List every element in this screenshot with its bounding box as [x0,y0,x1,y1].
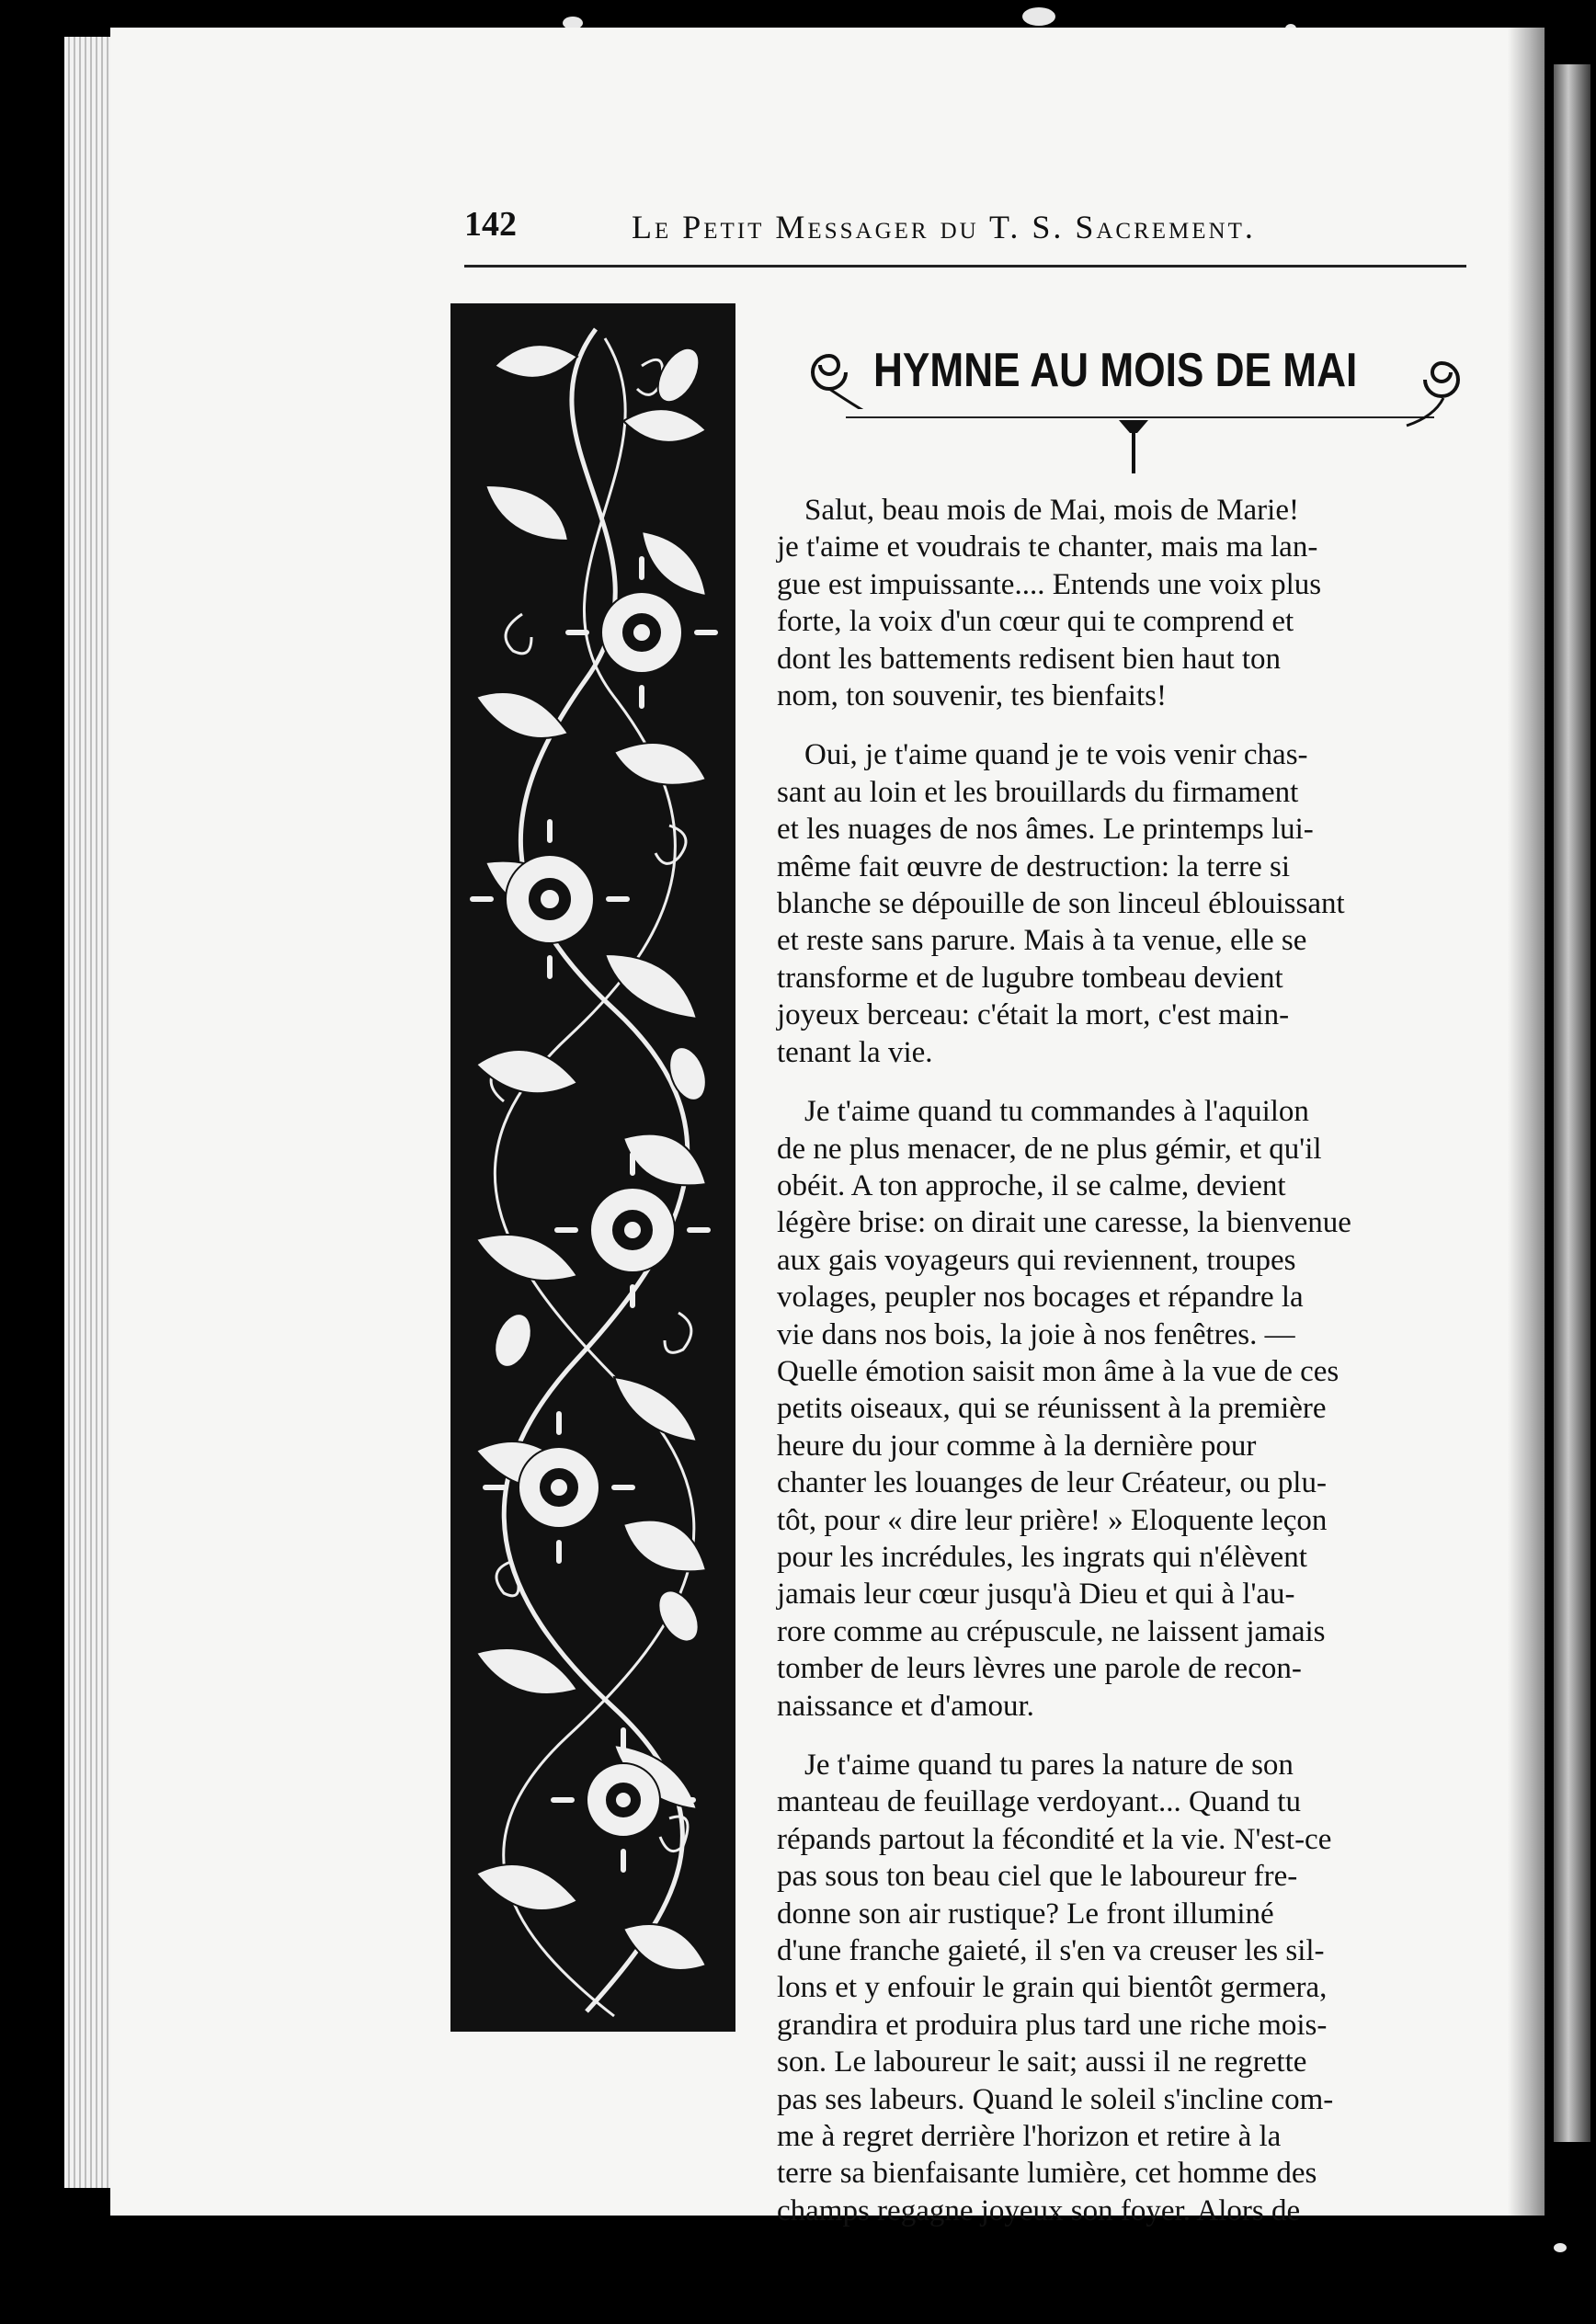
pendant-ornament-icon [1115,416,1152,481]
floral-border-illustration [458,311,728,2024]
journal-title: Le Petit Messager du T. S. Sacrement. [632,209,1256,245]
book-binding [1554,64,1590,2142]
floral-passionflower-border-icon [450,303,735,2032]
scan-speck [1022,7,1055,26]
paragraph: Je t'aime quand tu commandes à l'aquilon de ne plus menacer, de ne plus gémir, et qu'il obéit. A ton approche, il se calme, devient légère brise: on dirait une caresse, la bienvenue aux gais voyageurs qui reviennent, troupes volages, peupler nos bocages et répandre la vie dans nos bois, la joie à nos fenêtres. — Quelle émotion saisit mon âme à la vue de ces petits oiseaux, qui se réunissent à la première heure du jour comme à la dernière pour chanter les louanges de leur Créateur, ou plu- tôt, pour « dire leur prière! » Eloquente leçon pour les incrédules, les ingrats qui n'élèvent jamais leur cœur jusqu'à Dieu et qui à l'au- rore comme au crépuscule, ne laissent jamais tomber de leurs lèvres une parole de recon- naissance et d'amour. [777,1095,1351,1723]
scan-speck [1554,2243,1567,2252]
paragraph: Je t'aime quand tu pares la nature de son manteau de feuillage verdoyant... Quand tu répands partout la fécondité et la vie. N'est-ce pas sous ton beau ciel que le laboureur fre- donne son air rustique? Le front illuminé d'une franche gaieté, il s'en va creuser les sil- lons et y enfouir le grain qui bientôt germera, grandira et produira plus tard une riche mois- son. Le laboureur le sait; aussi il ne regrette pas ses labeurs. Quand le soleil s'incline com- me à regret derrière l'horizon et retire à la terre sa bienfaisante lumière, cet homme des champs regagne joyeux son foyer. Alors de [777,1749,1334,2227]
article-title: HYMNE AU MOIS DE MAI [873,344,1358,397]
scroll-flourish-icon [791,336,873,409]
running-head [464,200,1466,268]
paragraph: Oui, je t'aime quand je te vois venir chas- sant au loin et les brouillards du firmament et les nuages de nos âmes. Le printemps lui- même fait œuvre de destruction: la terre si blanche se dépouille de son linceul éblouissant et reste sans parure. Mais à ta venue, elle se transforme et de lugubre tombeau devient joyeux berceau: c'était la mort, c'est main- tenant la vie. [777,738,1345,1069]
scroll-flourish-icon [1397,345,1480,427]
paragraph: Salut, beau mois de Mai, mois de Marie! je t'aime et voudrais te chanter, mais ma lan- gue est impuissante.... Entends une voix plus forte, la voix d'un cœur qui te comprend et dont les battements redisent bien haut ton nom, ton souvenir, tes bienfaits! [777,494,1322,713]
article-body [777,492,1462,2251]
article-title-block [791,336,1471,483]
page-curl-shadow [1508,28,1545,2216]
page-number: 142 [464,205,517,244]
